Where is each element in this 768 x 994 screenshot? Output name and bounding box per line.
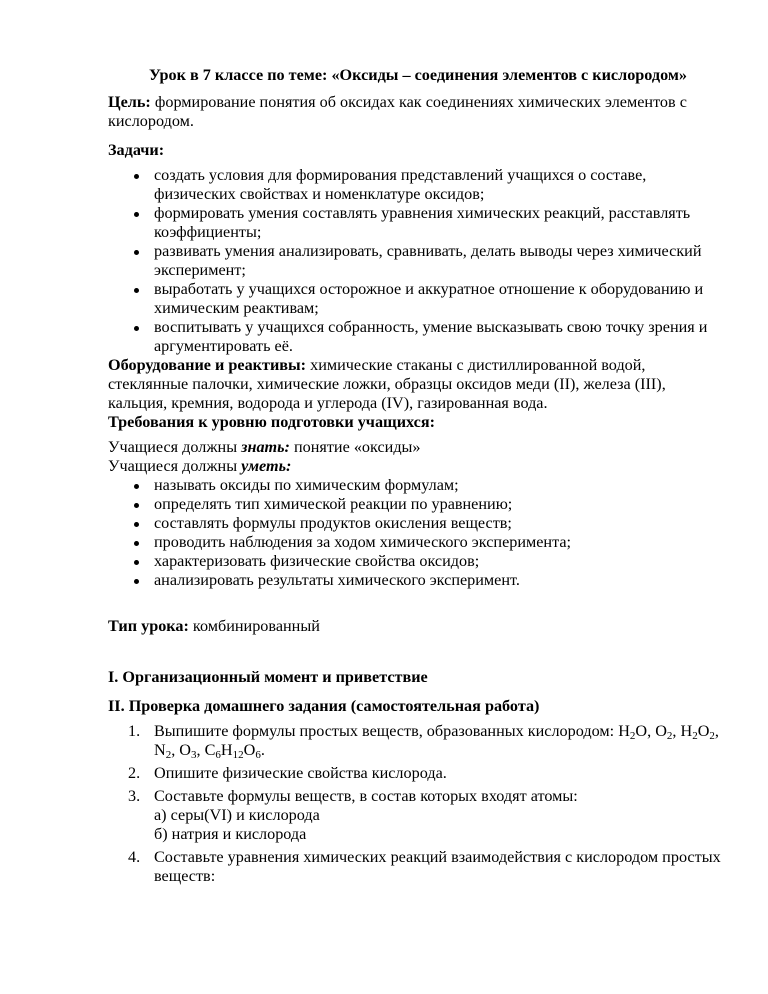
q3-option-b: б) натрия и кислорода (154, 825, 307, 843)
list-item (128, 764, 728, 783)
q2-text: Опишите физические свойства кислорода. (154, 764, 447, 782)
list-item (128, 787, 728, 844)
skills-list (108, 476, 728, 590)
goal-text: формирование понятия об оксидах как соединениях химических элементов с кислородом. (108, 93, 687, 130)
list-item: развивать умения анализировать, сравнивать, делать выводы через химический эксперимент; (154, 242, 728, 280)
list-item: воспитывать у учащихся собранность, умение высказывать свою точку зрения и аргументировать её. (154, 318, 728, 356)
equipment-paragraph (108, 356, 728, 413)
lesson-type-line (108, 617, 728, 636)
list-item (128, 722, 728, 761)
formula-h2o: $H_2O$, (618, 722, 652, 742)
q3-option-a: а) серы(VI) и кислорода (154, 806, 320, 824)
page-title: Урок в 7 классе по теме: «Оксиды – соединения элементов с кислородом» (148, 66, 688, 84)
item-number: 1. (128, 722, 141, 740)
list-item: характеризовать физические свойства оксидов; (154, 552, 728, 571)
list-item: выработать у учащихся осторожное и аккуратное отношение к оборудованию и химическим реактивам; (154, 280, 728, 318)
know-line (108, 438, 728, 457)
q1-text: Выпишите формулы простых веществ, образованных кислородом: (154, 722, 615, 740)
q4-text: Составьте уравнения химических реакций взаимодействия с кислородом простых веществ: (154, 848, 721, 885)
list-item: определять тип химической реакции по уравнению; (154, 495, 728, 514)
homework-list (108, 722, 728, 886)
item-number: 3. (128, 787, 141, 805)
q3-text: Составьте формулы веществ, в состав которых входят атомы: (154, 787, 578, 805)
able-line (108, 457, 728, 476)
formula-o3: $O_3$, (179, 741, 201, 761)
lesson-type-text: комбинированный (188, 617, 320, 635)
list-item: создать условия для формирования представлений учащихся о составе, физических свойствах и номенклатуре оксидов; (154, 166, 728, 204)
know-text: понятие «оксиды» (289, 438, 421, 456)
able-verb: уметь: (241, 457, 292, 475)
formula-o2: $O_2$, (655, 722, 677, 742)
list-item: формировать умения составлять уравнения химических реакций, расставлять коэффициенты; (154, 204, 728, 242)
equipment-label: Оборудование и реактивы: (108, 356, 307, 374)
list-item (128, 848, 728, 886)
tasks-heading: Задачи: (108, 141, 165, 159)
goal-paragraph (108, 93, 728, 131)
list-item: проводить наблюдения за ходом химического эксперимента; (154, 533, 728, 552)
item-number: 4. (128, 848, 141, 866)
formula-h2o2: $H_2O_2$, (680, 722, 719, 742)
requirements-heading: Требования к уровню подготовки учащихся: (108, 413, 435, 431)
document-page (108, 66, 728, 890)
list-item: называть оксиды по химическим формулам; (154, 476, 728, 495)
item-number: 2. (128, 764, 141, 782)
know-verb: знать: (241, 438, 290, 456)
goal-label: Цель: (108, 93, 151, 111)
tasks-list (108, 166, 728, 356)
lesson-type-label: Тип урока: (108, 617, 189, 635)
know-prefix: Учащиеся должны (108, 438, 242, 456)
section-heading-2: II. Проверка домашнего задания (самостоятельная работа) (108, 697, 540, 715)
formula-glucose: $C_6H_{12}O_6$. (204, 741, 265, 761)
equipment-text: химические стаканы с дистиллированной водой, стеклянные палочки, химические ложки, образцы оксидов меди (II), железа (III), кальция, кремния, водорода и углерода (IV), газированная вода. (108, 356, 666, 412)
list-item: анализировать результаты химического эксперимент. (154, 571, 728, 590)
list-item: составлять формулы продуктов окисления веществ; (154, 514, 728, 533)
formula-n2: $N_2$, (154, 741, 176, 761)
section-heading-1: I. Организационный момент и приветствие (108, 668, 428, 686)
able-prefix: Учащиеся должны (108, 457, 242, 475)
